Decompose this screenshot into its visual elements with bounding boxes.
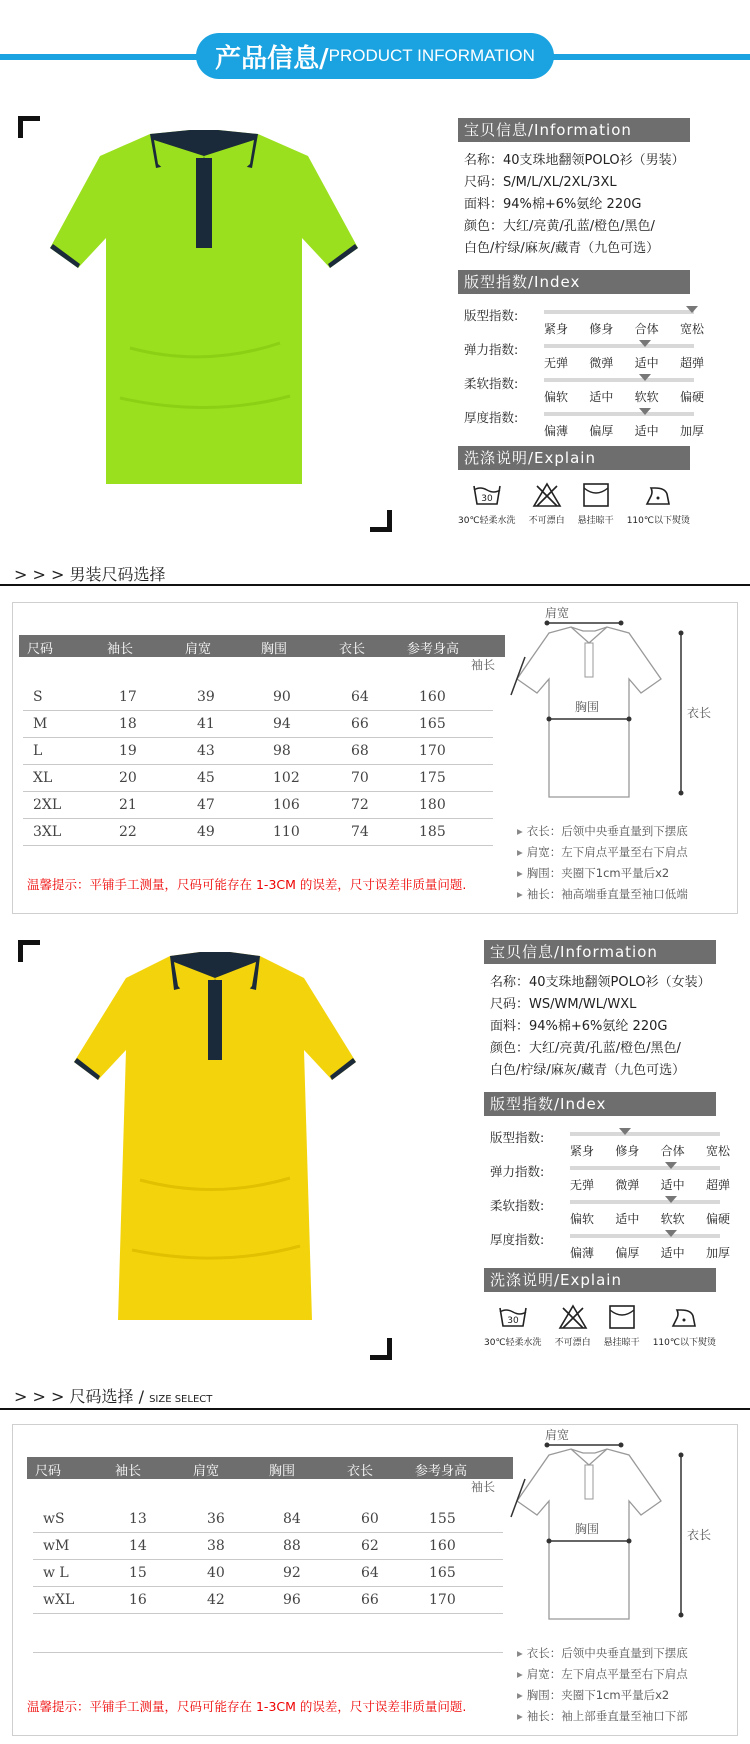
index-option: 超弹 bbox=[705, 1178, 730, 1192]
size-table-cell: 165 bbox=[419, 716, 446, 732]
diagram-length-label: 衣长 bbox=[687, 1528, 712, 1542]
index-list bbox=[458, 304, 704, 440]
size-table-column-header: 衣长 bbox=[339, 642, 366, 657]
size-table-empty-row bbox=[33, 1623, 503, 1653]
size-table-cell: 110 bbox=[273, 824, 300, 840]
spec-color-2: 白色/柠绿/麻灰/藏青（九色可选） bbox=[490, 1063, 686, 1078]
measure-note bbox=[517, 884, 688, 905]
size-table-column-header: 肩宽 bbox=[185, 642, 212, 657]
index-option: 紧身 bbox=[544, 322, 569, 336]
size-table-column-header: 衣长 bbox=[347, 1464, 374, 1479]
women-size-box bbox=[12, 1424, 738, 1736]
size-table-row bbox=[23, 789, 493, 819]
measure-note bbox=[517, 842, 688, 863]
size-table-cell: 96 bbox=[283, 1592, 301, 1608]
care-label: 110℃以下熨烫 bbox=[626, 516, 690, 526]
spec-name: 名称：40支珠地翻领POLO衫（男装） bbox=[464, 153, 685, 168]
index-marker bbox=[665, 1162, 677, 1169]
size-table-cell: w L bbox=[43, 1565, 69, 1581]
care-temp-label: 30 bbox=[481, 494, 493, 504]
size-table-cell: wS bbox=[43, 1511, 65, 1527]
size-table-cell: XL bbox=[33, 770, 53, 786]
bullet-icon: ▸ bbox=[517, 887, 523, 901]
size-table-column-header: 参考身高 bbox=[415, 1464, 468, 1479]
size-table-row bbox=[23, 708, 493, 738]
care-item bbox=[484, 1304, 542, 1348]
header-title-en: PRODUCT INFORMATION bbox=[328, 46, 535, 65]
index-row bbox=[490, 1126, 730, 1160]
size-table-cell: 92 bbox=[283, 1565, 301, 1581]
index-option: 紧身 bbox=[570, 1144, 595, 1158]
index-row bbox=[464, 338, 704, 372]
diagram-chest-label: 胸围 bbox=[574, 1522, 600, 1536]
size-table-column-header: 尺码 bbox=[35, 1464, 62, 1479]
size-table-cell: 64 bbox=[351, 689, 369, 705]
size-table-cell: 40 bbox=[207, 1565, 225, 1581]
index-option: 加厚 bbox=[679, 424, 704, 438]
index-options bbox=[570, 1176, 730, 1193]
size-table-cell: 68 bbox=[351, 743, 369, 759]
index-marker bbox=[686, 306, 698, 313]
size-table-cell: 88 bbox=[283, 1538, 301, 1554]
spec-fabric: 面料：94%棉+6%氨纶 220G bbox=[490, 1019, 668, 1034]
care-label: 不可漂白 bbox=[528, 516, 565, 526]
index-option: 适中 bbox=[660, 1246, 685, 1260]
measure-shirt-diagram bbox=[471, 1428, 731, 1639]
size-table-cell: 94 bbox=[273, 716, 291, 732]
size-table-cell: 160 bbox=[419, 689, 446, 705]
measure-note bbox=[517, 1643, 688, 1664]
women-size-title-en: SIZE SELECT bbox=[149, 1394, 213, 1405]
men-size-box bbox=[12, 602, 738, 914]
index-option: 适中 bbox=[660, 1178, 685, 1192]
index-marker bbox=[639, 374, 651, 381]
measure-note-text: 衣长：后领中央垂直量到下摆底 bbox=[526, 1646, 688, 1660]
index-options bbox=[544, 422, 704, 439]
size-table-cell: wXL bbox=[43, 1592, 75, 1608]
women-info-panel bbox=[484, 940, 730, 1348]
corner-mark bbox=[370, 1338, 392, 1360]
size-table-column-header: 胸围 bbox=[261, 642, 288, 657]
index-row bbox=[490, 1160, 730, 1194]
size-table-cell: 41 bbox=[197, 716, 215, 732]
spec-size: 尺码：S/M/L/XL/2XL/3XL bbox=[464, 175, 617, 190]
index-row bbox=[464, 372, 704, 406]
size-table-cell: L bbox=[33, 743, 43, 759]
no-bleach-icon bbox=[558, 1304, 588, 1335]
index-option: 适中 bbox=[615, 1212, 640, 1226]
index-marker bbox=[619, 1128, 631, 1135]
size-table-cell: wM bbox=[43, 1538, 70, 1554]
index-row bbox=[464, 304, 704, 338]
care-item bbox=[627, 482, 690, 526]
size-table-cell: 64 bbox=[361, 1565, 379, 1581]
index-option: 无弹 bbox=[570, 1178, 595, 1192]
measure-note bbox=[517, 1706, 688, 1727]
index-option: 软软 bbox=[660, 1212, 685, 1226]
index-track bbox=[570, 1166, 720, 1170]
index-option: 合体 bbox=[660, 1144, 685, 1158]
care-item bbox=[604, 1304, 640, 1348]
index-label: 厚度指数: bbox=[490, 1232, 545, 1247]
index-label: 弹力指数: bbox=[464, 342, 519, 357]
no-bleach-icon bbox=[532, 482, 562, 513]
index-option: 偏薄 bbox=[544, 424, 569, 438]
wash-30-icon bbox=[472, 482, 502, 513]
size-table-row bbox=[23, 816, 493, 846]
measure-note-text: 胸围：夹圈下1cm平量后x2 bbox=[526, 1688, 670, 1702]
size-table-cell: 72 bbox=[351, 797, 369, 813]
size-table-cell: 155 bbox=[429, 1511, 456, 1527]
care-temp-label: 30 bbox=[507, 1316, 519, 1326]
index-track bbox=[544, 310, 694, 314]
index-bar: 版型指数/Index bbox=[458, 270, 690, 294]
size-table-cell: 66 bbox=[351, 716, 369, 732]
measure-note bbox=[517, 1685, 688, 1706]
care-item bbox=[578, 482, 614, 526]
index-marker bbox=[639, 408, 651, 415]
size-table-cell: 106 bbox=[273, 797, 300, 813]
index-option: 适中 bbox=[589, 390, 614, 404]
size-table-cell: 39 bbox=[197, 689, 215, 705]
size-table-cell: 90 bbox=[273, 689, 291, 705]
size-tip: 温馨提示：平铺手工测量，尺码可能存在 1-3CM 的误差，尺寸误差非质量问题. bbox=[27, 877, 467, 892]
index-option: 偏厚 bbox=[615, 1246, 640, 1260]
index-bar: 版型指数/Index bbox=[484, 1092, 716, 1116]
corner-mark bbox=[370, 510, 392, 532]
size-table-cell: 170 bbox=[429, 1592, 456, 1608]
size-table-cell: 180 bbox=[419, 797, 446, 813]
index-track bbox=[544, 378, 694, 382]
hang-dry-icon bbox=[607, 1304, 637, 1335]
size-table-column-header: 胸围 bbox=[269, 1464, 296, 1479]
size-table-cell: 60 bbox=[361, 1511, 379, 1527]
size-table-cell: 45 bbox=[197, 770, 215, 786]
spec-list bbox=[458, 150, 690, 260]
index-options bbox=[544, 388, 704, 405]
index-track bbox=[570, 1234, 720, 1238]
size-table-column-header: 肩宽 bbox=[193, 1464, 220, 1479]
index-option: 加厚 bbox=[705, 1246, 730, 1260]
care-label: 30℃轻柔水洗 bbox=[458, 516, 516, 526]
index-row bbox=[490, 1228, 730, 1262]
wash-30-icon bbox=[498, 1304, 528, 1335]
size-table-row bbox=[33, 1530, 503, 1560]
diagram-length-label: 衣长 bbox=[687, 706, 712, 720]
size-table-column-header: 袖长 bbox=[107, 642, 134, 657]
care-label: 悬挂晾干 bbox=[603, 1338, 640, 1348]
bullet-icon: ▸ bbox=[517, 866, 523, 880]
index-label: 版型指数: bbox=[464, 308, 519, 323]
corner-mark bbox=[18, 940, 40, 962]
men-info-panel bbox=[458, 118, 704, 526]
measure-note bbox=[517, 863, 688, 884]
hang-dry-icon bbox=[581, 482, 611, 513]
size-table-cell: 20 bbox=[119, 770, 137, 786]
index-option: 适中 bbox=[634, 424, 659, 438]
care-item bbox=[458, 482, 516, 526]
measure-diagram bbox=[471, 1428, 731, 1643]
diagram-shoulder-label: 肩宽 bbox=[545, 1428, 570, 1442]
index-options bbox=[570, 1210, 730, 1227]
index-label: 厚度指数: bbox=[464, 410, 519, 425]
size-table-cell: 2XL bbox=[33, 797, 62, 813]
size-table-cell: 175 bbox=[419, 770, 446, 786]
iron-icon bbox=[643, 482, 673, 513]
index-label: 柔软指数: bbox=[464, 376, 519, 391]
size-table-column-header: 袖长 bbox=[115, 1464, 142, 1479]
size-table-cell: 165 bbox=[429, 1565, 456, 1581]
bullet-icon: ▸ bbox=[517, 1688, 523, 1702]
header-banner bbox=[196, 33, 554, 79]
men-polo-shirt-image bbox=[40, 128, 370, 488]
wash-bar: 洗涤说明/Explain bbox=[458, 446, 690, 470]
index-option: 偏硬 bbox=[705, 1212, 730, 1226]
index-track bbox=[544, 412, 694, 416]
size-table-cell: 84 bbox=[283, 1511, 301, 1527]
bullet-icon: ▸ bbox=[517, 845, 523, 859]
corner-mark bbox=[18, 116, 40, 138]
index-option: 适中 bbox=[634, 356, 659, 370]
measure-notes bbox=[517, 1643, 688, 1727]
spec-color: 颜色：大红/亮黄/孔蓝/橙色/黑色/ bbox=[490, 1041, 681, 1056]
index-option: 合体 bbox=[634, 322, 659, 336]
size-table-cell: 36 bbox=[207, 1511, 225, 1527]
size-table-cell: 38 bbox=[207, 1538, 225, 1554]
index-track bbox=[570, 1132, 720, 1136]
size-table-cell: 3XL bbox=[33, 824, 62, 840]
size-table-row bbox=[33, 1503, 503, 1533]
index-list bbox=[484, 1126, 730, 1262]
size-table-cell: 42 bbox=[207, 1592, 225, 1608]
index-label: 弹力指数: bbox=[490, 1164, 545, 1179]
index-option: 宽松 bbox=[705, 1144, 730, 1158]
size-table-row bbox=[23, 735, 493, 765]
index-option: 微弹 bbox=[589, 356, 614, 370]
bullet-icon: ▸ bbox=[517, 1709, 523, 1723]
measure-note-text: 肩宽：左下肩点平量至右下肩点 bbox=[526, 845, 688, 859]
measure-notes bbox=[517, 821, 688, 905]
index-label: 版型指数: bbox=[490, 1130, 545, 1145]
measure-shirt-diagram bbox=[471, 606, 731, 817]
index-marker bbox=[639, 340, 651, 347]
size-tip: 温馨提示：平铺手工测量，尺码可能存在 1-3CM 的误差，尺寸误差非质量问题. bbox=[27, 1699, 467, 1714]
size-table-cell: 22 bbox=[119, 824, 137, 840]
info-bar: 宝贝信息/Information bbox=[458, 118, 690, 142]
size-table-row bbox=[23, 681, 493, 711]
size-table-header bbox=[27, 1457, 513, 1479]
measure-note-text: 袖长：袖高端垂直量至袖口低端 bbox=[526, 887, 688, 901]
spec-name: 名称：40支珠地翻领POLO衫（女装） bbox=[490, 975, 711, 990]
size-table-cell: 102 bbox=[273, 770, 300, 786]
measure-note bbox=[517, 821, 688, 842]
care-item bbox=[555, 1304, 591, 1348]
section-rule bbox=[0, 584, 750, 586]
care-label: 110℃以下熨烫 bbox=[652, 1338, 716, 1348]
size-table-cell: 14 bbox=[129, 1538, 147, 1554]
diagram-sleeve-label: 袖长 bbox=[471, 1480, 496, 1494]
spec-color-2: 白色/柠绿/麻灰/藏青（九色可选） bbox=[464, 241, 660, 256]
size-table-row bbox=[33, 1557, 503, 1587]
index-option: 偏软 bbox=[544, 390, 569, 404]
info-bar: 宝贝信息/Information bbox=[484, 940, 716, 964]
size-table-cell: 18 bbox=[119, 716, 137, 732]
section-rule bbox=[0, 1408, 750, 1410]
index-row bbox=[464, 406, 704, 440]
women-polo-shirt-image bbox=[60, 950, 370, 1330]
index-track bbox=[570, 1200, 720, 1204]
index-options bbox=[544, 320, 704, 337]
index-option: 偏硬 bbox=[679, 390, 704, 404]
measure-note-text: 肩宽：左下肩点平量至右下肩点 bbox=[526, 1667, 688, 1681]
index-options bbox=[570, 1244, 730, 1261]
spec-fabric: 面料：94%棉+6%氨纶 220G bbox=[464, 197, 642, 212]
index-option: 偏厚 bbox=[589, 424, 614, 438]
index-option: 无弹 bbox=[544, 356, 569, 370]
index-options bbox=[544, 354, 704, 371]
women-size-title-cn: > > > 尺码选择 / bbox=[14, 1387, 144, 1406]
size-table-column-header: 尺码 bbox=[27, 642, 54, 657]
care-item bbox=[529, 482, 565, 526]
size-table-cell: 43 bbox=[197, 743, 215, 759]
index-label: 柔软指数: bbox=[490, 1198, 545, 1213]
iron-icon bbox=[669, 1304, 699, 1335]
care-label: 不可漂白 bbox=[554, 1338, 591, 1348]
size-table-cell: 15 bbox=[129, 1565, 147, 1581]
size-table-row bbox=[33, 1584, 503, 1614]
size-table-cell: 66 bbox=[361, 1592, 379, 1608]
size-table-cell: 98 bbox=[273, 743, 291, 759]
index-track bbox=[544, 344, 694, 348]
index-option: 偏软 bbox=[570, 1212, 595, 1226]
size-table-cell: 70 bbox=[351, 770, 369, 786]
size-table-cell: 21 bbox=[119, 797, 137, 813]
index-option: 修身 bbox=[589, 322, 614, 336]
index-marker bbox=[665, 1196, 677, 1203]
size-table-cell: 49 bbox=[197, 824, 215, 840]
size-table-cell: 74 bbox=[351, 824, 369, 840]
index-option: 宽松 bbox=[679, 322, 704, 336]
size-table-cell: 185 bbox=[419, 824, 446, 840]
wash-bar: 洗涤说明/Explain bbox=[484, 1268, 716, 1292]
spec-list bbox=[484, 972, 716, 1082]
measure-note-text: 衣长：后领中央垂直量到下摆底 bbox=[526, 824, 688, 838]
header-title-cn: 产品信息/ bbox=[215, 43, 329, 74]
size-table-cell: 13 bbox=[129, 1511, 147, 1527]
size-table-cell: M bbox=[33, 716, 48, 732]
care-label: 30℃轻柔水洗 bbox=[484, 1338, 542, 1348]
size-table-column-header: 参考身高 bbox=[407, 642, 460, 657]
index-row bbox=[490, 1194, 730, 1228]
measure-diagram bbox=[471, 606, 731, 821]
women-size-section-title bbox=[14, 1384, 212, 1407]
index-option: 超弹 bbox=[679, 356, 704, 370]
care-icons bbox=[484, 1304, 716, 1348]
index-option: 偏薄 bbox=[570, 1246, 595, 1260]
measure-note-text: 袖长：袖上部垂直量至袖口下部 bbox=[526, 1709, 688, 1723]
bullet-icon: ▸ bbox=[517, 824, 523, 838]
index-option: 软软 bbox=[634, 390, 659, 404]
index-options bbox=[570, 1142, 730, 1159]
diagram-sleeve-label: 袖长 bbox=[471, 658, 496, 672]
bullet-icon: ▸ bbox=[517, 1646, 523, 1660]
spec-color: 颜色：大红/亮黄/孔蓝/橙色/黑色/ bbox=[464, 219, 655, 234]
size-table-cell: 19 bbox=[119, 743, 137, 759]
care-icons bbox=[458, 482, 690, 526]
bullet-icon: ▸ bbox=[517, 1667, 523, 1681]
care-item bbox=[653, 1304, 716, 1348]
measure-note bbox=[517, 1664, 688, 1685]
spec-size: 尺码：WS/WM/WL/WXL bbox=[490, 997, 637, 1012]
size-table-cell: 62 bbox=[361, 1538, 379, 1554]
measure-note-text: 胸围：夹圈下1cm平量后x2 bbox=[526, 866, 670, 880]
size-table-cell: S bbox=[33, 689, 43, 705]
size-table-cell: 47 bbox=[197, 797, 215, 813]
diagram-chest-label: 胸围 bbox=[574, 700, 600, 714]
care-label: 悬挂晾干 bbox=[577, 516, 614, 526]
index-option: 微弹 bbox=[615, 1178, 640, 1192]
diagram-shoulder-label: 肩宽 bbox=[545, 606, 570, 620]
men-size-section-title: > > > 男装尺码选择 bbox=[14, 565, 166, 584]
size-table-header bbox=[19, 635, 505, 657]
index-marker bbox=[665, 1230, 677, 1237]
size-table-cell: 160 bbox=[429, 1538, 456, 1554]
size-table-cell: 170 bbox=[419, 743, 446, 759]
index-option: 修身 bbox=[615, 1144, 640, 1158]
size-table-row bbox=[23, 762, 493, 792]
size-table-cell: 17 bbox=[119, 689, 137, 705]
size-table-cell: 16 bbox=[129, 1592, 147, 1608]
